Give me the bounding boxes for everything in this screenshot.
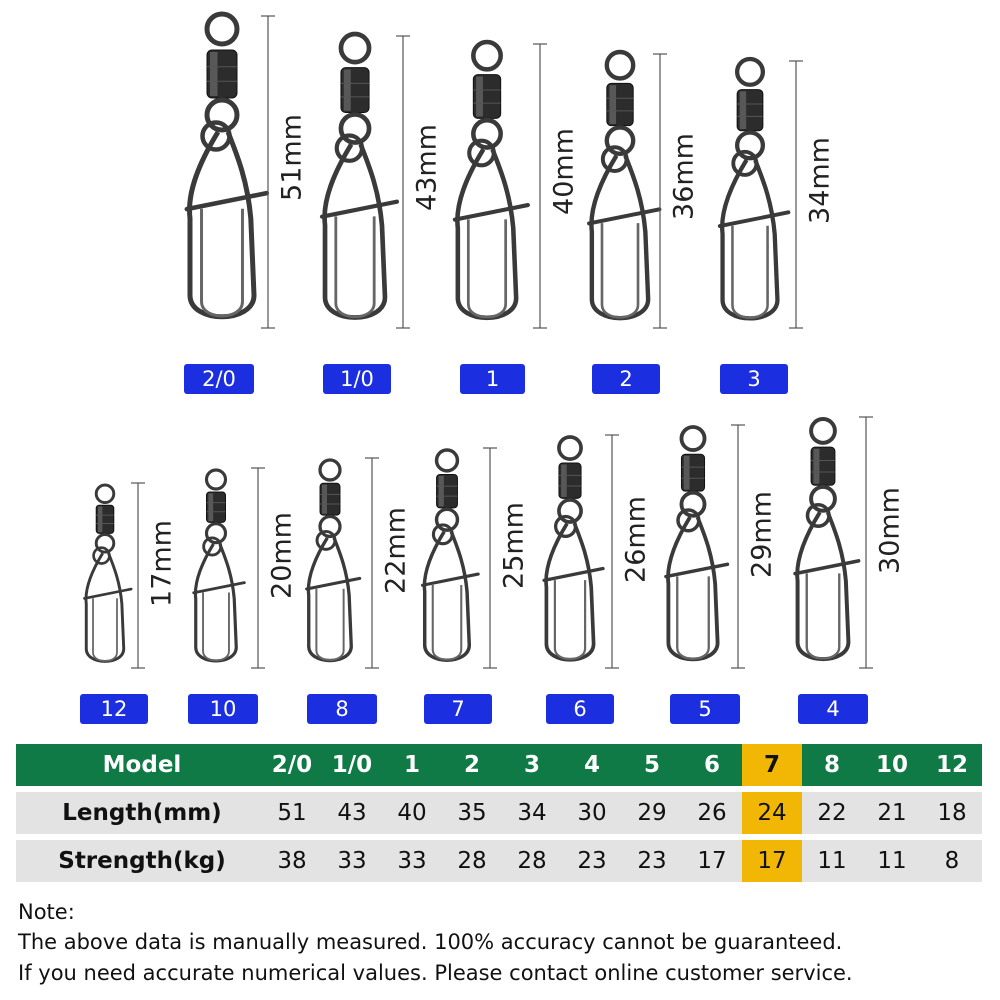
model-badge: 2/0 bbox=[184, 364, 254, 394]
length-label: 17mm bbox=[146, 519, 178, 607]
model-badge: 10 bbox=[188, 694, 258, 724]
model-header-cell: 4 bbox=[583, 752, 600, 778]
table-cell: 35 bbox=[457, 800, 487, 826]
table-cell: 28 bbox=[517, 848, 547, 874]
model-badge: 1 bbox=[460, 364, 525, 394]
model-header-cell: 1/0 bbox=[331, 752, 373, 778]
model-header-cell: 10 bbox=[875, 752, 908, 778]
table-cell: 11 bbox=[817, 848, 847, 874]
note-line-2: If you need accurate numerical values. Please contact online customer service. bbox=[18, 961, 853, 985]
model-badge: 1/0 bbox=[323, 364, 391, 394]
length-label: 29mm bbox=[746, 490, 778, 578]
length-label: 36mm bbox=[668, 133, 700, 220]
length-label: 25mm bbox=[498, 502, 530, 589]
table-cell: 30 bbox=[577, 800, 607, 826]
model-badge: 6 bbox=[546, 694, 614, 724]
snap-swivel-5 bbox=[666, 427, 728, 659]
model-header-cell: 8 bbox=[823, 752, 840, 778]
snap-swivel-12 bbox=[84, 485, 131, 661]
snap-swivel-6 bbox=[544, 437, 603, 660]
table-cell: 11 bbox=[877, 848, 907, 874]
length-label: 26mm bbox=[620, 495, 652, 583]
table-cell: 38 bbox=[277, 848, 307, 874]
table-cell: 17 bbox=[742, 840, 802, 882]
table-cell: 33 bbox=[337, 848, 367, 874]
table-cell: 40 bbox=[397, 800, 427, 826]
length-row-label: Length(mm) bbox=[62, 800, 222, 826]
snap-swivel-4 bbox=[795, 419, 859, 659]
table-header-row bbox=[16, 744, 982, 786]
table-cell: 34 bbox=[517, 800, 547, 826]
table-cell: 17 bbox=[697, 848, 727, 874]
model-header-cell: 6 bbox=[703, 752, 720, 778]
table-cell: 18 bbox=[937, 800, 967, 826]
dimension-line bbox=[396, 36, 410, 328]
model-header-cell: 7 bbox=[742, 744, 802, 786]
snap-swivel-1 bbox=[455, 42, 528, 318]
length-label: 22mm bbox=[380, 507, 412, 594]
table-cell: 43 bbox=[337, 800, 367, 826]
dimension-line bbox=[533, 44, 547, 328]
table-cell: 26 bbox=[697, 800, 727, 826]
snap-swivel-1-0 bbox=[322, 34, 397, 318]
model-badge: 5 bbox=[670, 694, 740, 724]
model-header-label: Model bbox=[102, 752, 182, 778]
length-row bbox=[16, 792, 982, 834]
table-cell: 33 bbox=[397, 848, 427, 874]
snap-swivel-7 bbox=[422, 450, 478, 660]
model-badge: 7 bbox=[424, 694, 492, 724]
dimension-line bbox=[483, 448, 497, 668]
length-label: 20mm bbox=[266, 512, 298, 599]
length-label: 51mm bbox=[276, 114, 308, 201]
length-label: 30mm bbox=[874, 486, 906, 574]
snap-swivel-3 bbox=[720, 59, 789, 318]
table-cell: 22 bbox=[817, 800, 847, 826]
dimension-line bbox=[859, 417, 873, 668]
table-cell: 24 bbox=[742, 792, 802, 834]
table-cell: 21 bbox=[877, 800, 907, 826]
model-badge: 8 bbox=[307, 694, 377, 724]
model-header-cell: 1 bbox=[403, 752, 420, 778]
model-header-cell: 2/0 bbox=[271, 752, 313, 778]
dimension-line bbox=[261, 16, 275, 328]
dimension-line bbox=[365, 458, 379, 668]
table-cell: 51 bbox=[277, 800, 307, 826]
note-title: Note: bbox=[18, 900, 75, 924]
dimension-line bbox=[251, 468, 265, 668]
model-header-cell: 3 bbox=[523, 752, 540, 778]
table-cell: 29 bbox=[637, 800, 667, 826]
dimension-line bbox=[731, 425, 745, 668]
snap-swivel-2-0 bbox=[187, 14, 267, 317]
snap-swivel-8 bbox=[307, 460, 360, 661]
note-line-1: The above data is manually measured. 100% accuracy cannot be guaranteed. bbox=[18, 930, 843, 954]
table-cell: 28 bbox=[457, 848, 487, 874]
dimension-line bbox=[789, 61, 803, 328]
model-badge: 2 bbox=[592, 364, 660, 394]
length-label: 34mm bbox=[804, 136, 836, 224]
model-header-cell: 2 bbox=[463, 752, 480, 778]
length-label: 40mm bbox=[548, 128, 580, 215]
model-badge: 12 bbox=[80, 694, 148, 724]
model-header-cell: 5 bbox=[643, 752, 660, 778]
model-badge: 3 bbox=[720, 364, 788, 394]
dimension-line bbox=[131, 483, 145, 668]
table-cell: 23 bbox=[637, 848, 667, 874]
snap-swivel-10 bbox=[194, 470, 245, 661]
strength-row-label: Strength(kg) bbox=[58, 848, 226, 874]
snap-swivel-2 bbox=[589, 52, 659, 318]
table-cell: 8 bbox=[944, 848, 960, 874]
dimension-line bbox=[653, 54, 667, 328]
model-badge: 4 bbox=[798, 694, 868, 724]
strength-row bbox=[16, 840, 982, 882]
dimension-line bbox=[605, 435, 619, 668]
length-label: 43mm bbox=[411, 124, 443, 211]
table-cell: 23 bbox=[577, 848, 607, 874]
model-header-cell: 12 bbox=[935, 752, 968, 778]
